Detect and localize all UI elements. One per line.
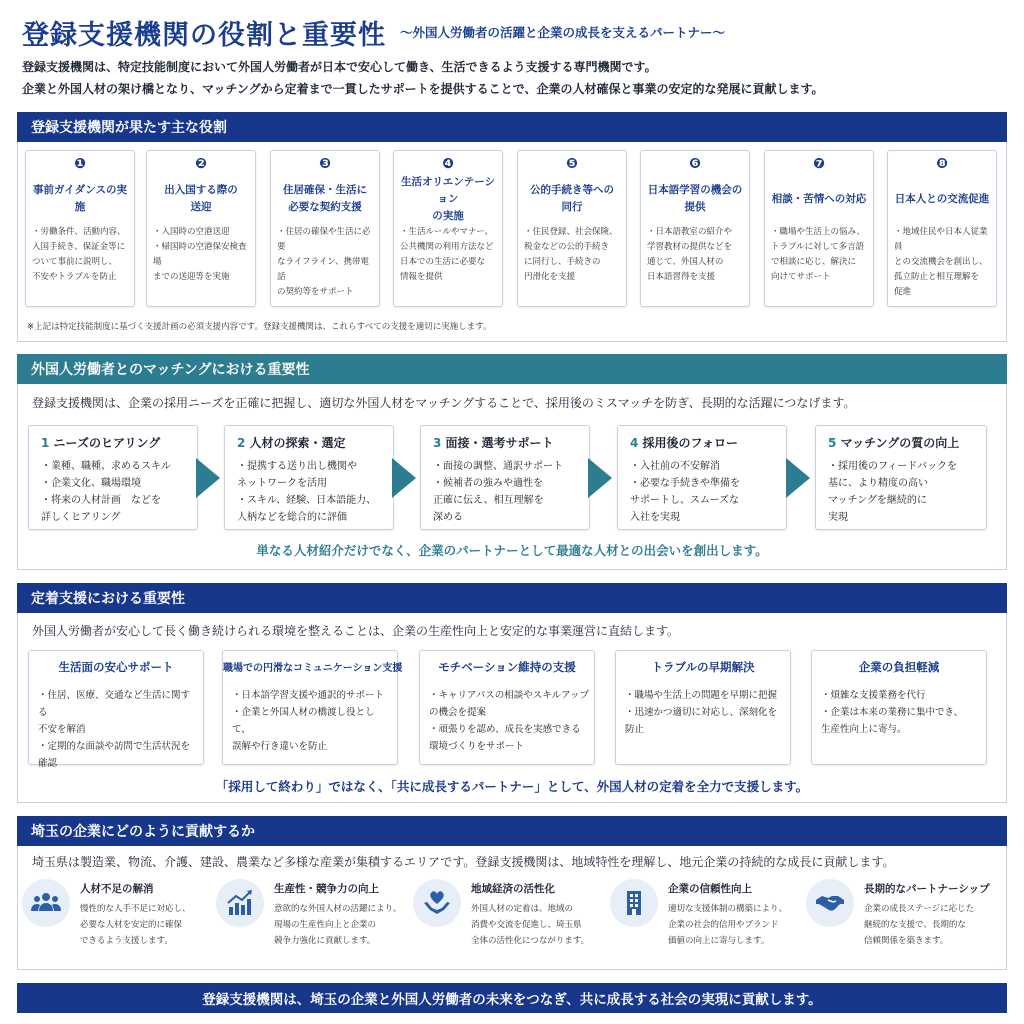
matching-step [420, 425, 590, 530]
contribution-item [610, 877, 800, 957]
arrow-right-icon [196, 458, 220, 498]
role-title: 日本人との交流促進 [894, 192, 990, 205]
contribution-title: 人材不足の解消 [80, 883, 154, 895]
role-number: ❺ [566, 156, 578, 172]
role-number: ❷ [195, 156, 207, 172]
step-title: 4 採用後のフォロー [630, 436, 738, 450]
card-title: 生活面の安心サポート [58, 660, 174, 674]
retention-card [615, 650, 791, 765]
step-body: ・面接の調整、通訳サポート ・候補者の強みや適性を 正確に伝え、相互理解を 深める [433, 461, 563, 523]
role-body: ・職場や生活上の悩み、 トラブルに対して多言語 で相談に応じ、解決に 向けてサポート [771, 227, 866, 282]
role-number: ❶ [74, 156, 86, 172]
role-number: ❼ [813, 156, 825, 172]
building-icon [610, 879, 658, 927]
role-body: ・生活ルールやマナー、 公共機関の利用方法など 日本での生活に必要な 情報を提供 [400, 227, 494, 282]
card-title: トラブルの早期解決 [651, 660, 755, 674]
role-number: ❽ [936, 156, 948, 172]
card-body: ・煩雑な支援業務を代行 ・企業は本来の業務に集中でき、 生産性向上に寄与。 [821, 690, 964, 735]
step-title: 1 ニーズのヒアリング [41, 436, 161, 450]
section-heading-roles: 登録支援機関が果たす主な役割 [17, 112, 1007, 142]
contribution-item [216, 877, 406, 957]
matching-step [617, 425, 787, 530]
matching-step [28, 425, 198, 530]
role-body: ・住民登録、社会保険、 税金などの公的手続き に同行し、手続きの 円滑化を支援 [524, 227, 618, 282]
page-subtitle: 〜外国人労働者の活躍と企業の成長を支えるパートナー〜 [400, 25, 726, 40]
section-heading-retention: 定着支援における重要性 [17, 583, 1007, 613]
page-title: 登録支援機関の役割と重要性 [22, 19, 386, 51]
retention-card [419, 650, 595, 765]
role-body: ・入国時の空港送迎 ・帰国時の空港保安検査場 までの送迎等を実施 [153, 227, 247, 282]
role-card [25, 150, 135, 307]
arrow-right-icon [786, 458, 810, 498]
contribution-body: 慢性的な人手不足に対応し、 必要な人材を安定的に確保 できるよう支援します。 [80, 904, 191, 946]
growth-chart-icon [216, 879, 264, 927]
contribution-body: 外国人材の定着は、地域の 消費や交流を促進し、埼玉県 全体の活性化につながります。 [471, 904, 590, 946]
saitama-lead: 埼玉県は製造業、物流、介護、建設、農業など多様な産業が集積するエリアです。登録支援機関は、地域特性を理解し、地元企業の持続的な成長に貢献します。 [32, 855, 895, 869]
role-number: ❻ [689, 156, 701, 172]
matching-tagline: 単なる人材紹介だけでなく、企業のパートナーとして最適な人材との出会いを創出します。 [256, 543, 768, 558]
role-body: ・住居の確保や生活に必要 なライフライン、携帯電話 の契約等をサポート [277, 227, 371, 297]
intro-line: 登録支援機関は、特定技能制度において外国人労働者が日本で安心して働き、生活できるよう支援する専門機関です。 [22, 60, 657, 74]
contribution-body: 適切な支援体制の構築により、 企業の社会的信用やブランド 価値の向上に寄与します。 [668, 904, 788, 946]
retention-card [811, 650, 987, 765]
step-title: 2 人材の探索・選定 [237, 436, 346, 450]
intro-line: 企業と外国人材の架け橋となり、マッチングから定着まで一貫したサポートを提供することで、企業の人材確保と事業の安定的な発展に貢献します。 [22, 82, 824, 96]
matching-step [815, 425, 987, 530]
role-number: ❹ [442, 156, 454, 172]
card-body: ・住居、医療、交通など生活に関する 不安を解消 ・定期的な面談や訪問で生活状況を 確認 [38, 690, 191, 769]
roles-footnote: ※上記は特定技能制度に基づく支援計画の必須支援内容です。登録支援機関は、これらすべての支援を適切に実施します。 [27, 322, 492, 332]
step-title: 5 マッチングの質の向上 [828, 436, 960, 450]
card-title: モチベーション維持の支援 [438, 660, 576, 674]
card-body: ・日本語学習支援や通訳的サポート ・企業と外国人材の橋渡し役として、 誤解や行き違いを防止 [232, 690, 385, 752]
contribution-item [22, 877, 212, 957]
card-body: ・職場や生活上の問題を早期に把握 ・迅速かつ適切に対応し、深刻化を 防止 [625, 690, 778, 735]
role-body: ・地域住民や日本人従業員 との交流機会を創出し、 孤立防止と相互理解を 促進 [894, 227, 988, 297]
handshake-icon [806, 879, 854, 927]
retention-tagline: 「採用して終わり」ではなく、「共に成長するパートナー」として、外国人材の定着を全力で支援します。 [215, 779, 809, 794]
role-title: 事前ガイダンスの実施 [33, 184, 127, 213]
role-body: ・日本語教室の紹介や 学習教材の提供などを 通じて、外国人材の 日本語習得を支援 [647, 227, 733, 282]
role-title: 出入国する際の 送迎 [164, 184, 238, 213]
arrow-right-icon [392, 458, 416, 498]
contribution-body: 意欲的な外国人材の活躍により、 現場の生産性向上と企業の 競争力強化に貢献します。 [274, 904, 402, 946]
role-card [517, 150, 627, 307]
role-body: ・労働条件、活動内容、 入国手続き、保証金等に ついて事前に説明し、 不安やトラブルを防止 [32, 227, 126, 282]
intro-text [22, 56, 1007, 100]
role-card [270, 150, 380, 307]
matching-step [224, 425, 394, 530]
card-title: 企業の負担軽減 [858, 660, 940, 674]
contribution-body: 企業の成長ステージに応じた 継続的な支援で、長期的な 信頼関係を築きます。 [864, 904, 975, 946]
step-body: ・採用後のフィードバックを 基に、より精度の高い マッチングを継続的に 実現 [828, 461, 957, 523]
step-body: ・提携する送り出し機関や ネットワークを活用 ・スキル、経験、日本語能力、 人柄などを総合的に評価 [237, 461, 377, 523]
section-heading-matching: 外国人労働者とのマッチングにおける重要性 [17, 354, 1007, 384]
step-title: 3 面接・選考サポート [433, 436, 554, 450]
page-title-block [22, 12, 725, 52]
role-card [146, 150, 256, 307]
section-heading-saitama: 埼玉の企業にどのように貢献するか [17, 816, 1007, 846]
role-title: 相談・苦情への対応 [771, 192, 867, 205]
step-body: ・入社前の不安解消 ・必要な手続きや準備を サポートし、スムーズな 入社を実現 [630, 461, 740, 523]
retention-lead: 外国人労働者が安心して長く働き続けられる環境を整えることは、企業の生産性向上と安定的な事業運営に直結します。 [32, 624, 680, 638]
card-body: ・キャリアパスの相談やスキルアップ の機会を提案 ・頑張りを認め、成長を実感できる 環境づくりをサポート [429, 690, 589, 752]
role-card [393, 150, 503, 307]
footer-banner: 登録支援機関は、埼玉の企業と外国人労働者の未来をつなぎ、共に成長する社会の実現に貢献します。 [17, 983, 1007, 1013]
retention-card [28, 650, 204, 769]
heart-hands-icon [413, 879, 461, 927]
role-card [887, 150, 997, 307]
step-body: ・業種、職種、求めるスキル ・企業文化、職場環境 ・将来の人材計画 などを 詳しくヒアリング [41, 461, 171, 523]
role-title: 住居確保・生活に 必要な契約支援 [283, 184, 367, 213]
contribution-item [806, 877, 996, 957]
role-card [640, 150, 750, 307]
role-title: 生活オリエンテーション の実施 [400, 175, 496, 222]
arrow-right-icon [588, 458, 612, 498]
contribution-title: 地域経済の活性化 [471, 883, 555, 895]
role-card [764, 150, 874, 307]
matching-lead: 登録支援機関は、企業の採用ニーズを正確に把握し、適切な外国人材をマッチングすることで、採用後のミスマッチを防ぎ、長期的な活躍につなげます。 [32, 396, 856, 410]
contribution-item [413, 877, 603, 957]
contribution-title: 生産性・競争力の向上 [274, 883, 379, 895]
role-number: ❸ [319, 156, 331, 172]
retention-card [222, 650, 403, 765]
card-title: 職場での円滑なコミュニケーション支援 [223, 663, 403, 674]
contribution-title: 長期的なパートナーシップ [864, 883, 990, 895]
role-title: 日本語学習の機会の 提供 [647, 184, 743, 213]
contribution-title: 企業の信頼性向上 [668, 883, 752, 895]
role-title: 公的手続き等への 同行 [530, 184, 614, 213]
people-icon [22, 879, 70, 927]
